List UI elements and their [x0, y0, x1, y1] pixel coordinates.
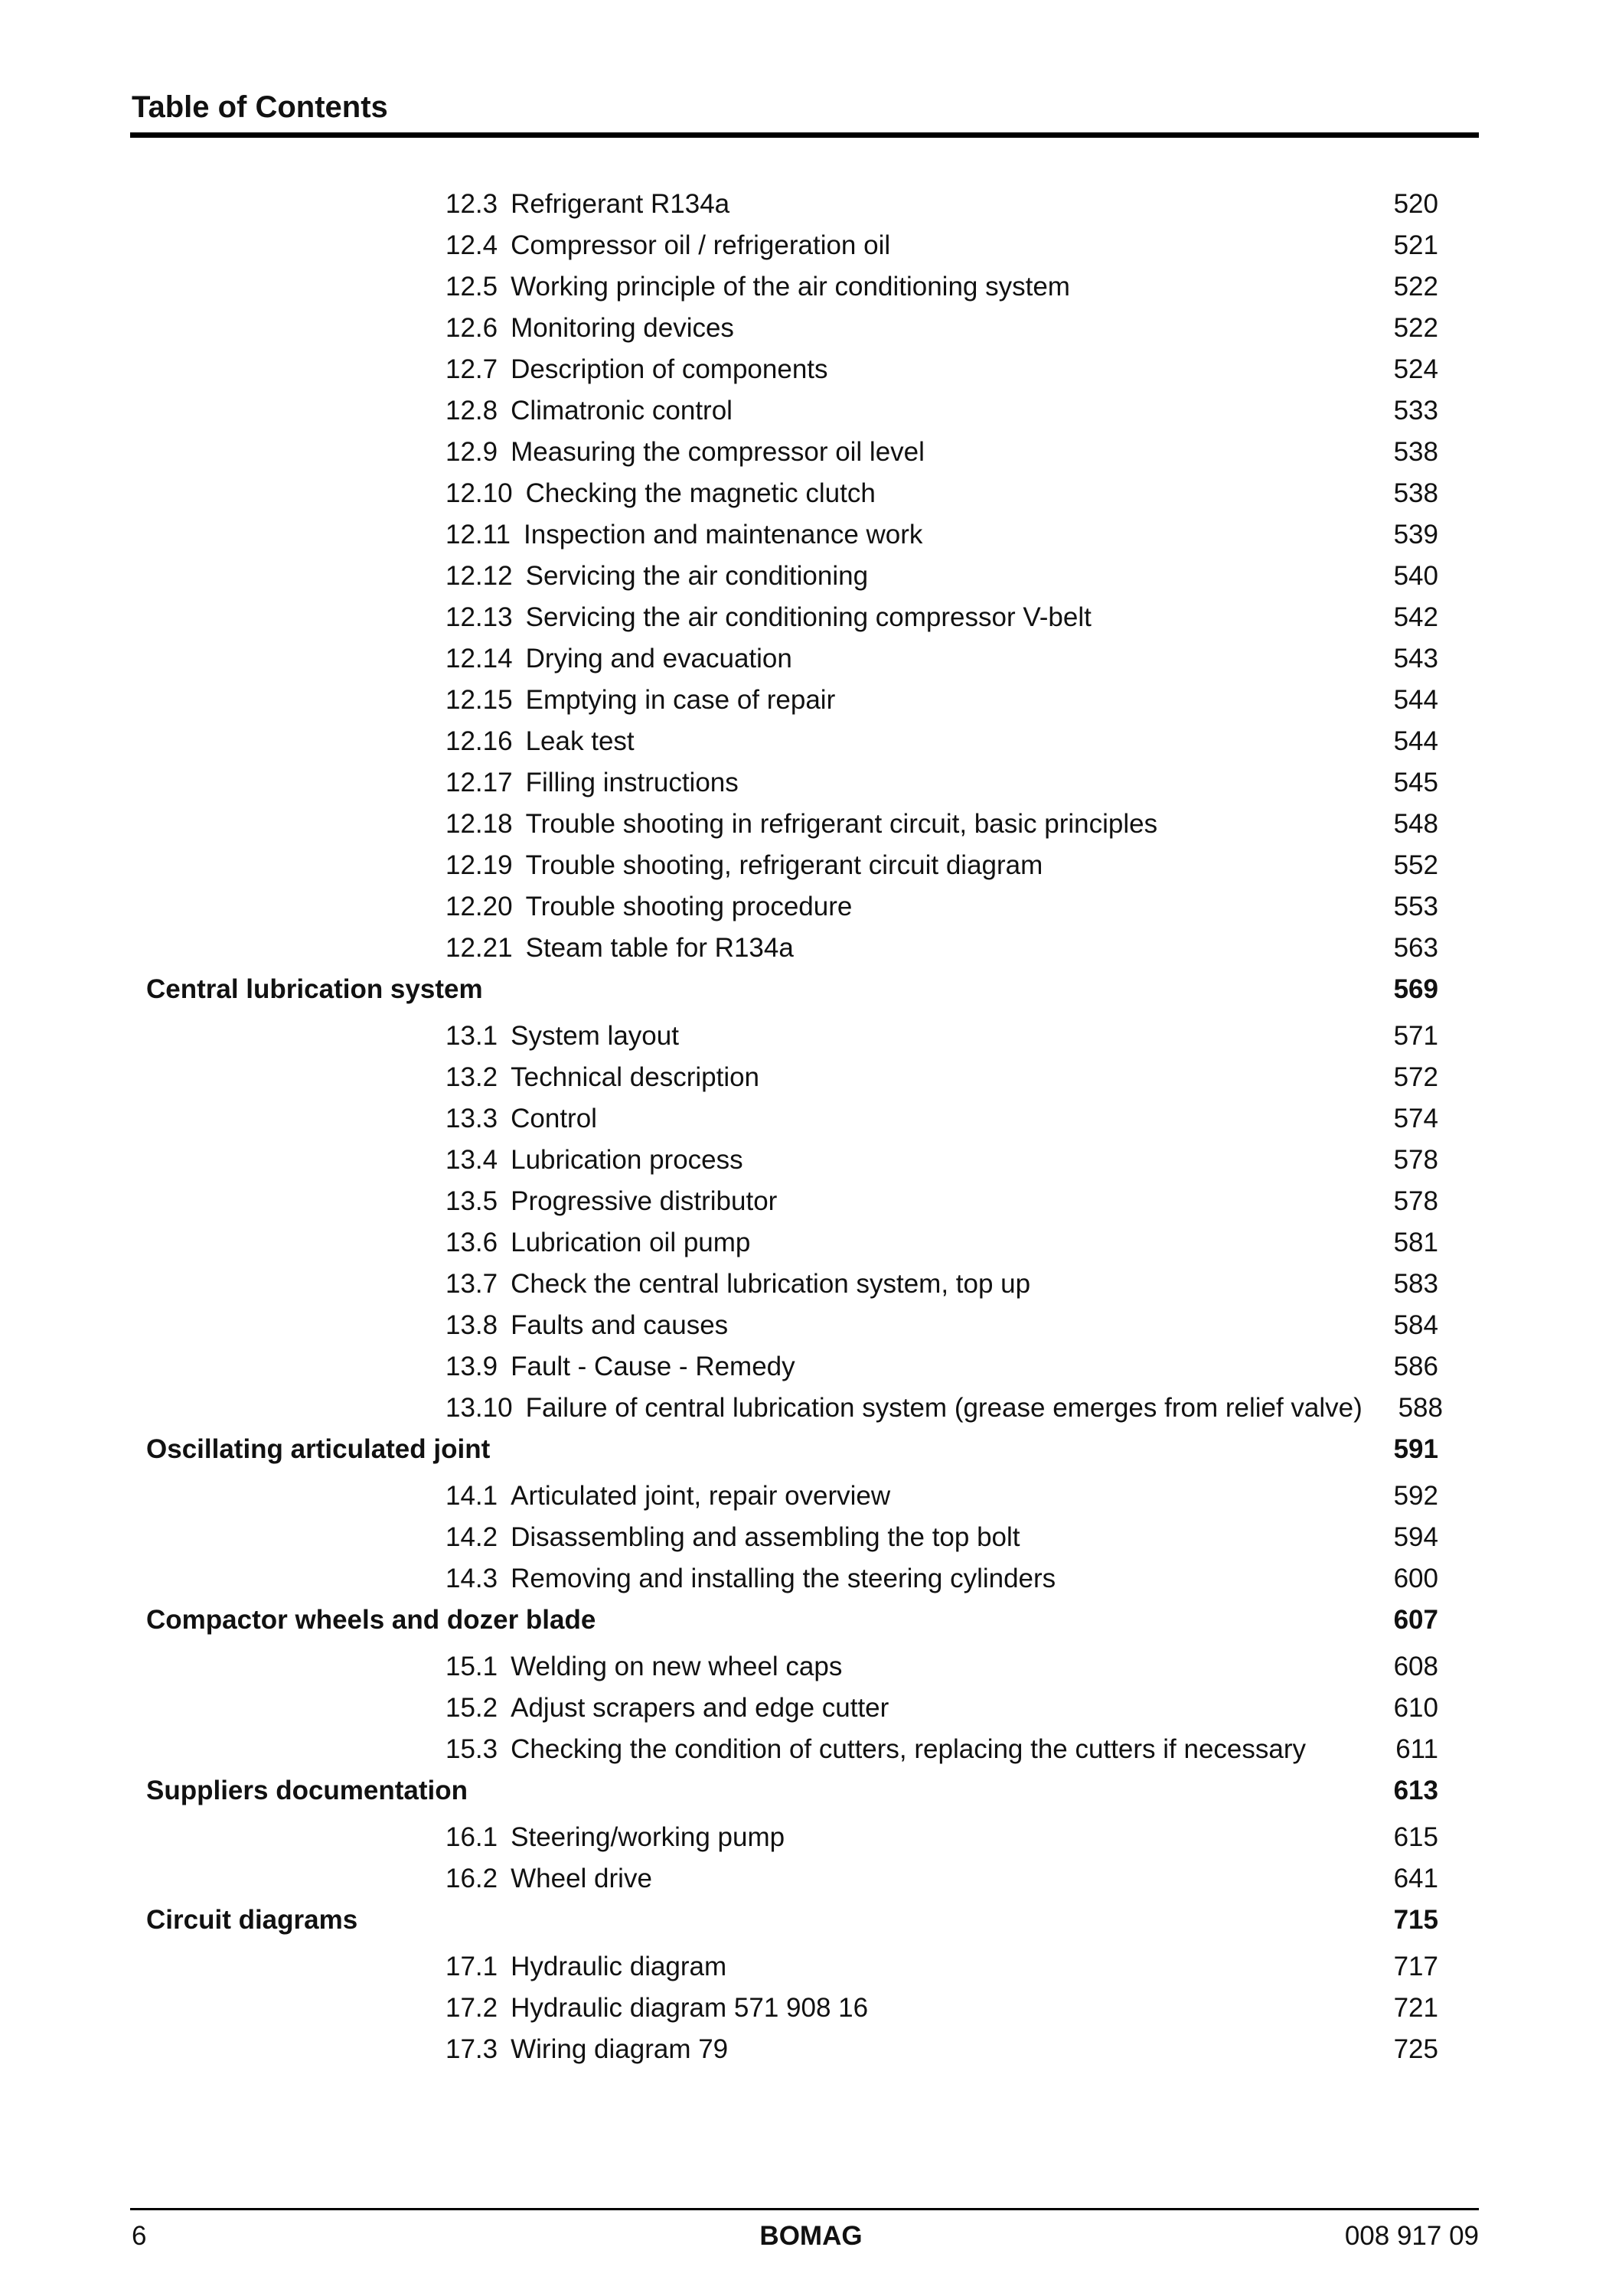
table-of-contents	[0, 184, 1622, 2070]
toc-section-number: 12.21	[445, 933, 513, 963]
toc-section-title: Filling instructions	[525, 768, 739, 797]
toc-section-number: 12.7	[445, 354, 498, 384]
toc-section-number: 12.9	[445, 437, 498, 467]
toc-entry-title-group	[445, 1476, 890, 1517]
toc-page-number: 588	[1398, 1393, 1443, 1423]
toc-page-number: 594	[1393, 1522, 1438, 1552]
toc-entry-title-group	[445, 1098, 597, 1140]
toc-entry-title-group	[445, 1140, 743, 1181]
toc-entry-title-group	[445, 804, 1157, 845]
toc-entry-title-group	[445, 349, 828, 390]
toc-page-number: 717	[1393, 1952, 1438, 1981]
toc-entry-row	[0, 928, 1622, 969]
toc-section-title: Lubrication process	[511, 1145, 743, 1175]
toc-entry-row	[0, 762, 1622, 804]
toc-entry-title-group	[445, 473, 876, 514]
toc-section-title: Lubrication oil pump	[511, 1228, 751, 1257]
toc-section-title: Working principle of the air conditioning system	[511, 272, 1070, 302]
toc-section-title: Removing and installing the steering cylinders	[511, 1564, 1056, 1593]
toc-section-number: 17.2	[445, 1993, 498, 2023]
toc-entry-title-group	[445, 1264, 1030, 1305]
toc-section-number: 12.14	[445, 644, 513, 673]
page-title: Table of Contents	[132, 90, 388, 124]
toc-section-title: Refrigerant R134a	[511, 189, 730, 219]
toc-entry-row	[0, 804, 1622, 845]
toc-chapter-title: Oscillating articulated joint	[146, 1434, 491, 1464]
toc-chapter-title: Central lubrication system	[146, 974, 483, 1004]
toc-chapter-title: Suppliers documentation	[146, 1776, 468, 1805]
toc-page-number: 715	[1393, 1905, 1438, 1935]
toc-entry-title-group	[445, 1688, 889, 1729]
toc-entry-row	[0, 1016, 1622, 1057]
toc-entry-title-group	[146, 1429, 490, 1470]
toc-section-title: Checking the magnetic clutch	[525, 478, 876, 508]
toc-entry-title-group	[445, 1946, 726, 1988]
toc-page-number: 552	[1393, 850, 1438, 880]
toc-page-number: 524	[1393, 354, 1438, 384]
toc-entry-title-group	[445, 1646, 842, 1688]
toc-section-number: 14.1	[445, 1481, 498, 1511]
toc-chapter-row	[0, 1429, 1622, 1470]
toc-entry-title-group	[445, 1858, 652, 1900]
toc-entry-title-group	[146, 1600, 596, 1641]
toc-page-number: 578	[1393, 1186, 1438, 1216]
toc-entry-row	[0, 432, 1622, 473]
toc-page-number: 553	[1393, 892, 1438, 921]
toc-section-title: Failure of central lubrication system (grease emerges from relief valve)	[525, 1393, 1363, 1423]
toc-entry-title-group	[445, 1346, 795, 1388]
toc-section-number: 12.16	[445, 726, 513, 756]
toc-section-title: Technical description	[511, 1062, 760, 1092]
toc-entry-row	[0, 680, 1622, 721]
toc-page-number: 574	[1393, 1104, 1438, 1133]
toc-section-number: 13.7	[445, 1269, 498, 1299]
toc-entry-row	[0, 349, 1622, 390]
toc-entry-row	[0, 1688, 1622, 1729]
toc-section-number: 12.6	[445, 313, 498, 343]
toc-section-number: 17.3	[445, 2034, 498, 2064]
toc-page-number: 641	[1393, 1864, 1438, 1893]
toc-section-title: Control	[511, 1104, 597, 1133]
toc-section-title: Hydraulic diagram 571 908 16	[511, 1993, 869, 2023]
toc-entry-title-group	[445, 514, 922, 556]
toc-entry-row	[0, 1729, 1622, 1770]
toc-entry-row	[0, 638, 1622, 680]
toc-entry-title-group	[445, 1729, 1306, 1770]
toc-section-number: 12.18	[445, 809, 513, 839]
toc-section-number: 12.5	[445, 272, 498, 302]
toc-entry-title-group	[146, 1900, 357, 1941]
toc-entry-title-group	[445, 597, 1092, 638]
toc-section-number: 13.8	[445, 1310, 498, 1340]
toc-entry-title-group	[445, 1988, 868, 2029]
toc-entry-title-group	[445, 845, 1043, 886]
toc-section-title: Check the central lubrication system, top up	[511, 1269, 1031, 1299]
toc-section-number: 12.8	[445, 396, 498, 426]
toc-page-number: 569	[1393, 974, 1438, 1004]
toc-entry-title-group	[445, 1558, 1056, 1600]
toc-section-number: 16.1	[445, 1822, 498, 1852]
toc-entry-title-group	[445, 184, 729, 225]
toc-entry-row	[0, 1646, 1622, 1688]
toc-section-number: 15.1	[445, 1652, 498, 1681]
toc-section-number: 15.2	[445, 1693, 498, 1723]
toc-chapter-row	[0, 1900, 1622, 1941]
toc-section-title: Trouble shooting in refrigerant circuit, basic principles	[525, 809, 1158, 839]
toc-entry-title-group	[445, 266, 1070, 308]
toc-section-title: Fault - Cause - Remedy	[511, 1352, 795, 1381]
toc-page-number: 540	[1393, 561, 1438, 591]
toc-section-number: 17.1	[445, 1952, 498, 1981]
toc-page-number: 543	[1393, 644, 1438, 673]
toc-chapter-title: Compactor wheels and dozer blade	[146, 1605, 596, 1635]
toc-page-number: 591	[1393, 1434, 1438, 1464]
toc-page-number: 584	[1393, 1310, 1438, 1340]
toc-entry-row	[0, 1817, 1622, 1858]
footer-brand: BOMAG	[759, 2221, 863, 2251]
toc-entry-row	[0, 721, 1622, 762]
toc-page-number: 538	[1393, 478, 1438, 508]
toc-section-title: Drying and evacuation	[525, 644, 792, 673]
toc-entry-row	[0, 845, 1622, 886]
toc-page-number: 548	[1393, 809, 1438, 839]
toc-section-number: 12.19	[445, 850, 513, 880]
toc-page-number: 544	[1393, 726, 1438, 756]
toc-section-title: Servicing the air conditioning compressor V-belt	[525, 602, 1092, 632]
toc-entry-title-group	[445, 308, 734, 349]
toc-page-number: 563	[1393, 933, 1438, 963]
toc-page-number: 586	[1393, 1352, 1438, 1381]
toc-entry-row	[0, 1988, 1622, 2029]
toc-entry-title-group	[445, 638, 792, 680]
toc-chapter-row	[0, 969, 1622, 1010]
toc-section-title: Climatronic control	[511, 396, 733, 426]
toc-section-number: 13.4	[445, 1145, 498, 1175]
toc-chapter-row	[0, 1770, 1622, 1812]
toc-entry-row	[0, 390, 1622, 432]
toc-entry-title-group	[445, 225, 890, 266]
toc-section-number: 13.3	[445, 1104, 498, 1133]
toc-entry-row	[0, 1558, 1622, 1600]
toc-entry-title-group	[445, 928, 794, 969]
toc-section-number: 12.3	[445, 189, 498, 219]
toc-page-number: 578	[1393, 1145, 1438, 1175]
toc-entry-row	[0, 556, 1622, 597]
toc-section-title: Faults and causes	[511, 1310, 729, 1340]
toc-section-title: Hydraulic diagram	[511, 1952, 727, 1981]
toc-page-number: 613	[1393, 1776, 1438, 1805]
footer-doc-number: 008 917 09	[1344, 2221, 1479, 2251]
toc-page-number: 615	[1393, 1822, 1438, 1852]
toc-section-title: Adjust scrapers and edge cutter	[511, 1693, 889, 1723]
toc-page-number: 581	[1393, 1228, 1438, 1257]
toc-page-number: 539	[1393, 520, 1438, 550]
toc-section-title: Servicing the air conditioning	[525, 561, 869, 591]
toc-section-title: Steam table for R134a	[525, 933, 794, 963]
toc-page-number: 542	[1393, 602, 1438, 632]
toc-section-number: 16.2	[445, 1864, 498, 1893]
toc-chapter-row	[0, 1600, 1622, 1641]
toc-section-number: 13.9	[445, 1352, 498, 1381]
toc-page-number: 583	[1393, 1269, 1438, 1299]
toc-page-number: 521	[1393, 230, 1438, 260]
toc-page-number: 572	[1393, 1062, 1438, 1092]
toc-entry-title-group	[445, 680, 835, 721]
toc-section-title: Wiring diagram 79	[511, 2034, 729, 2064]
toc-section-title: Measuring the compressor oil level	[511, 437, 925, 467]
toc-entry-title-group	[445, 1817, 785, 1858]
footer-page-number: 6	[132, 2221, 147, 2251]
toc-page-number: 725	[1393, 2034, 1438, 2064]
toc-entry-title-group	[445, 1517, 1020, 1558]
toc-entry-title-group	[445, 762, 739, 804]
toc-entry-row	[0, 1057, 1622, 1098]
toc-entry-title-group	[445, 2029, 728, 2070]
toc-entry-row	[0, 1388, 1622, 1429]
toc-section-number: 13.2	[445, 1062, 498, 1092]
toc-section-number: 13.1	[445, 1021, 498, 1051]
toc-entry-row	[0, 308, 1622, 349]
toc-entry-row	[0, 473, 1622, 514]
toc-page-number: 520	[1393, 189, 1438, 219]
toc-entry-title-group	[445, 556, 868, 597]
toc-page-number: 544	[1393, 685, 1438, 715]
toc-entry-row	[0, 1264, 1622, 1305]
toc-entry-row	[0, 266, 1622, 308]
toc-entry-title-group	[445, 1222, 750, 1264]
footer-rule	[130, 2208, 1479, 2210]
toc-section-number: 14.3	[445, 1564, 498, 1593]
toc-section-number: 12.13	[445, 602, 513, 632]
toc-page-number: 608	[1393, 1652, 1438, 1681]
toc-entry-row	[0, 1140, 1622, 1181]
toc-section-number: 12.4	[445, 230, 498, 260]
toc-section-number: 12.11	[445, 520, 511, 550]
toc-section-title: Welding on new wheel caps	[511, 1652, 843, 1681]
toc-entry-row	[0, 1305, 1622, 1346]
toc-page-number: 533	[1393, 396, 1438, 426]
toc-section-title: Articulated joint, repair overview	[511, 1481, 891, 1511]
toc-section-title: Emptying in case of repair	[525, 685, 836, 715]
toc-entry-title-group	[445, 886, 852, 928]
toc-page-number: 721	[1393, 1993, 1438, 2023]
toc-section-title: Trouble shooting procedure	[525, 892, 853, 921]
toc-entry-title-group	[445, 721, 635, 762]
toc-page-number: 538	[1393, 437, 1438, 467]
toc-section-number: 12.17	[445, 768, 513, 797]
toc-entry-row	[0, 1858, 1622, 1900]
toc-section-title: Leak test	[525, 726, 635, 756]
header-rule	[130, 132, 1479, 138]
toc-entry-row	[0, 1098, 1622, 1140]
toc-entry-row	[0, 1346, 1622, 1388]
toc-section-title: Description of components	[511, 354, 828, 384]
toc-entry-row	[0, 2029, 1622, 2070]
toc-page-number: 522	[1393, 313, 1438, 343]
toc-entry-row	[0, 886, 1622, 928]
toc-chapter-title: Circuit diagrams	[146, 1905, 358, 1935]
toc-section-title: Monitoring devices	[511, 313, 734, 343]
toc-entry-row	[0, 514, 1622, 556]
toc-entry-row	[0, 1476, 1622, 1517]
toc-section-title: Disassembling and assembling the top bolt	[511, 1522, 1020, 1552]
toc-entry-title-group	[445, 1305, 728, 1346]
toc-entry-title-group	[445, 390, 733, 432]
toc-entry-row	[0, 597, 1622, 638]
toc-section-title: Compressor oil / refrigeration oil	[511, 230, 891, 260]
toc-entry-title-group	[146, 969, 483, 1010]
toc-page-number: 522	[1393, 272, 1438, 302]
toc-entry-title-group	[445, 1016, 679, 1057]
toc-section-number: 13.5	[445, 1186, 498, 1216]
toc-entry-title-group	[445, 432, 925, 473]
toc-section-title: Trouble shooting, refrigerant circuit diagram	[525, 850, 1043, 880]
toc-entry-row	[0, 1946, 1622, 1988]
toc-page-number: 611	[1395, 1734, 1438, 1764]
toc-section-title: Progressive distributor	[511, 1186, 778, 1216]
toc-entry-row	[0, 225, 1622, 266]
toc-page-number: 607	[1393, 1605, 1438, 1635]
toc-page-number: 600	[1393, 1564, 1438, 1593]
toc-section-number: 12.15	[445, 685, 513, 715]
toc-section-title: System layout	[511, 1021, 679, 1051]
toc-section-number: 15.3	[445, 1734, 498, 1764]
toc-entry-title-group	[146, 1770, 468, 1812]
toc-section-number: 12.20	[445, 892, 513, 921]
toc-entry-title-group	[445, 1057, 759, 1098]
toc-section-number: 12.12	[445, 561, 513, 591]
toc-section-number: 13.10	[445, 1393, 513, 1423]
toc-entry-title-group	[445, 1181, 777, 1222]
toc-entry-row	[0, 1517, 1622, 1558]
toc-page-number: 592	[1393, 1481, 1438, 1511]
toc-page-number: 610	[1393, 1693, 1438, 1723]
toc-section-title: Wheel drive	[511, 1864, 652, 1893]
toc-page-number: 571	[1393, 1021, 1438, 1051]
toc-page-number: 545	[1393, 768, 1438, 797]
toc-entry-title-group	[445, 1388, 1363, 1429]
toc-section-number: 12.10	[445, 478, 513, 508]
toc-section-number: 14.2	[445, 1522, 498, 1552]
toc-section-number: 13.6	[445, 1228, 498, 1257]
toc-entry-row	[0, 1181, 1622, 1222]
toc-entry-row	[0, 184, 1622, 225]
toc-entry-row	[0, 1222, 1622, 1264]
toc-section-title: Steering/working pump	[511, 1822, 785, 1852]
toc-section-title: Inspection and maintenance work	[524, 520, 923, 550]
toc-section-title: Checking the condition of cutters, replacing the cutters if necessary	[511, 1734, 1306, 1764]
